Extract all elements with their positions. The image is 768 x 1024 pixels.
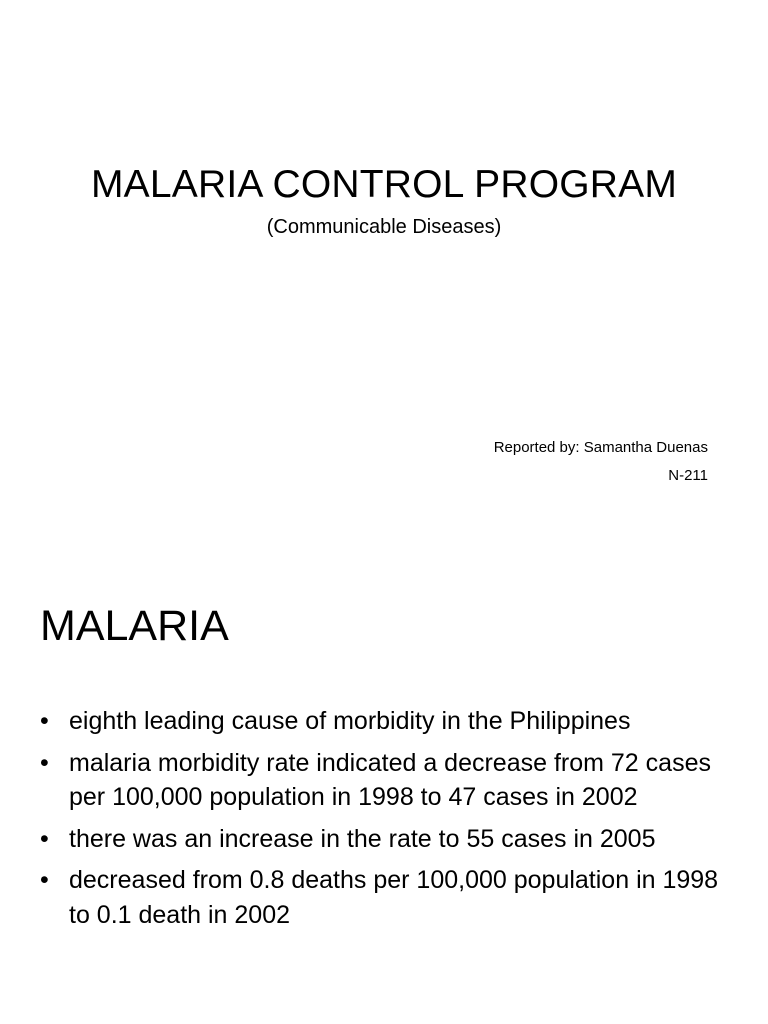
bullet-list <box>40 704 720 939</box>
section-code: N-211 <box>668 467 708 484</box>
bullet-item <box>40 704 720 739</box>
bullet-item <box>40 863 720 932</box>
slide-subtitle: (Communicable Diseases) <box>266 216 502 238</box>
content-slide <box>0 576 768 1024</box>
bullet-text: there was an increase in the rate to 55 cases in 2005 <box>69 824 656 853</box>
bullet-text: decreased from 0.8 deaths per 100,000 population in 1998 to 0.1 death in 2002 <box>69 866 719 929</box>
reported-by-text: Reported by: Samantha Duenas <box>493 439 708 456</box>
bullet-icon: • <box>40 866 49 894</box>
bullet-item <box>40 822 720 857</box>
bullet-item <box>40 746 720 815</box>
bullet-text: eighth leading cause of morbidity in the Philippines <box>69 707 631 735</box>
bullet-text: malaria morbidity rate indicated a decrease from 72 cases per 100,000 population in 1998 to 47 cases in 2002 <box>69 748 711 811</box>
bullet-icon: • <box>40 824 49 853</box>
slide-title: MALARIA CONTROL PROGRAM <box>90 163 678 206</box>
bullet-icon: • <box>40 748 49 777</box>
bullet-icon: • <box>40 707 49 735</box>
slide-heading: MALARIA <box>40 602 229 650</box>
reporter-block <box>494 434 708 490</box>
